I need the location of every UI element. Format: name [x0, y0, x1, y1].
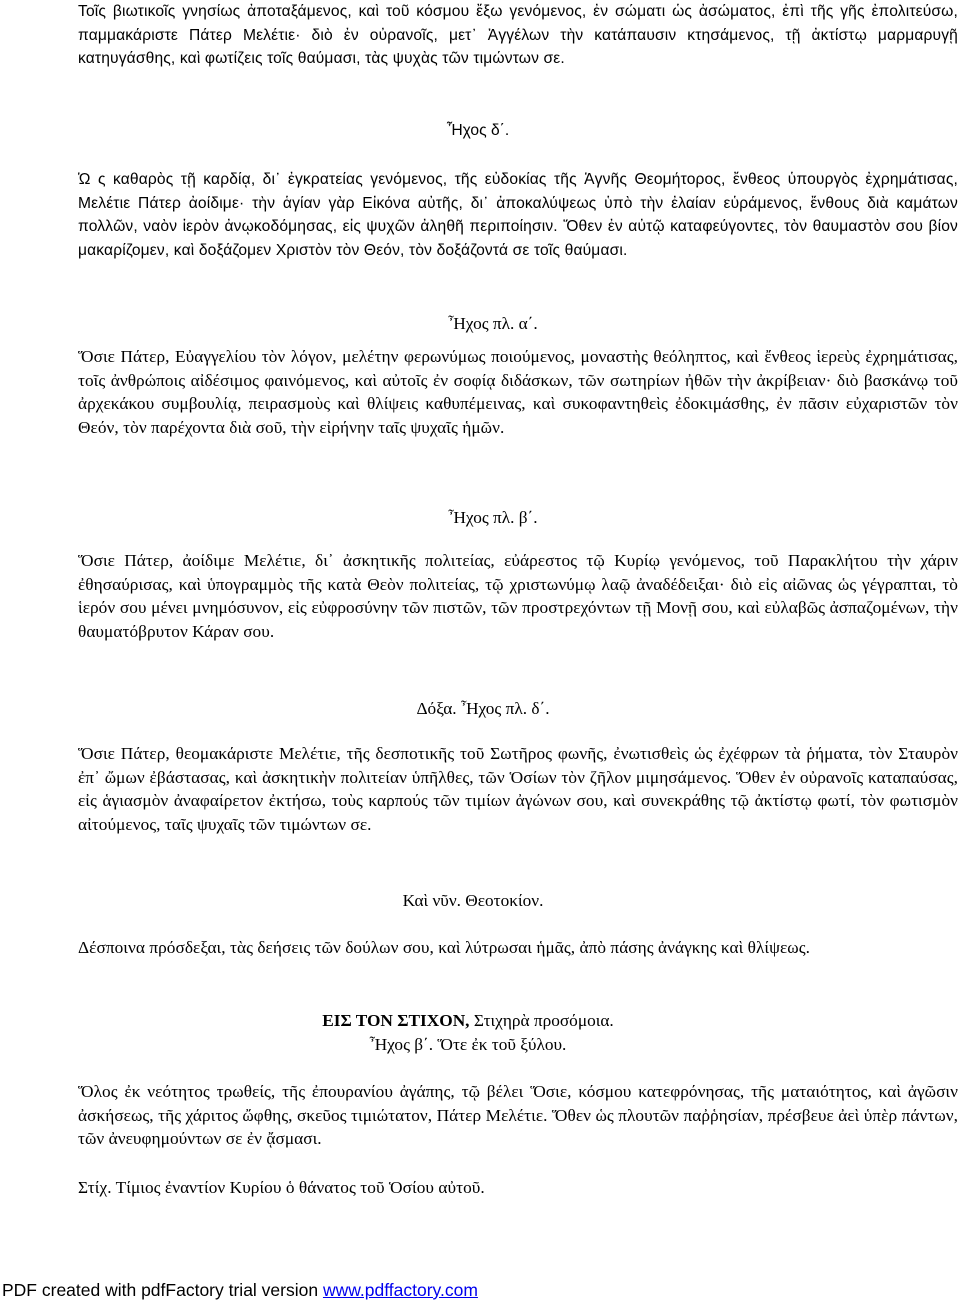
pdf-watermark-footer	[2, 1278, 478, 1302]
paragraph-apolytikion: Τοῖς βιωτικοῖς γνησίως ἀποταξάμενος, καὶ τοῦ κόσμου ἔξω γενόμενος, ἐν σώματι ὡς ἀσώματος, ἐπὶ τῆς γῆς ἐπολιτεύσω, παμμακάριστε Πάτερ Μελέτιε· διὸ ἐν οὐρανοῖς, μετ᾽ Ἀγγέλων τὴν κατάπαυσιν κτησάμενος, τῇ ἀκτίστῳ μαρμαρυγῇ κατηυγάσθης, καὶ φωτίζεις τοῖς θαύμασι, τὰς ψυχὰς τῶν τιμώντων σε.	[78, 3, 958, 68]
heading-echos-pl-a: Ἦχος πλ. α΄.	[448, 314, 538, 333]
footer-text: PDF created with pdfFactory trial version	[2, 1280, 323, 1300]
paragraph-stichiron: Ὅλος ἐκ νεότητος τρωθείς, τῆς ἐπουρανίου ἀγάπης, τῷ βέλει Ὅσιε, κόσμου κατεφρόνησας, τῆς ματαιότητος, καὶ ἀγῶσιν ἀσκήσεως, τῆς χάριτος ὤφθης, σκεῦος τιμιώτατον, Πάτερ Μελέτιε. Ὅθεν ὡς πλουτῶν παῤῥησίαν, πρέσβευε ἀεὶ ὑπὲρ πάντων, τῶν ἀνευφημούντων σε ἐν ᾄσμασι.	[78, 1082, 958, 1148]
heading-echos-pl-b: Ἦχος πλ. β΄.	[448, 508, 538, 527]
paragraph-stichos: Στίχ. Τίμιος ἐναντίον Κυρίου ὁ θάνατος τοῦ Ὁσίου αὐτοῦ.	[78, 1178, 485, 1197]
heading-echos-d: Ἦχος δ΄.	[446, 122, 510, 139]
heading-eis-ton-stichon-rest: Στιχηρὰ προσόμοια.	[469, 1011, 614, 1030]
paragraph-theotokion: Δέσποινα πρόσδεξαι, τὰς δεήσεις τῶν δούλων σου, καὶ λύτρωσαι ἡμᾶς, ἀπὸ πάσης ἀνάγκης καὶ θλίψεως.	[78, 938, 810, 957]
heading-echos-b-prosomoion: Ἦχος β΄. Ὅτε ἐκ τοῦ ξύλου.	[369, 1035, 567, 1054]
footer-link[interactable]: www.pdffactory.com	[322, 1280, 478, 1300]
heading-eis-ton-stichon	[78, 1009, 858, 1033]
heading-eis-ton-stichon-bold: ΕΙΣ ΤΟΝ ΣΤΙΧΟΝ,	[322, 1011, 470, 1030]
paragraph-echos-pl-a: Ὅσιε Πάτερ, Εὐαγγελίου τὸν λόγον, μελέτην φερωνύμως ποιούμενος, μοναστὴς θεόληπτος, καὶ ἔνθεος ἱερεὺς ἐχρημάτισας, τοῖς ἀνθρώποις αἰδέσιμος φαινόμενος, καὶ αὐτοῖς ἐν σοφίᾳ διδάσκων, τῶν σωτηρίων ἠθῶν τὴν ἀκρίβειαν· διὸ βασκάνῳ τοῦ ἀρχεκάκου συμβουλίᾳ, πειρασμοὺς καὶ θλίψεις καθυπέμεινας, καὶ συκοφαντηθεὶς ἐδοκιμάσθης, ἐν πᾶσιν εὐχαριστῶν τὸν Θεόν, τὸν παρέχοντα διὰ σοῦ, τὴν εἰρήνην ταῖς ψυχαῖς ἡμῶν.	[78, 347, 958, 437]
paragraph-echos-pl-b: Ὅσιε Πάτερ, ἀοίδιμε Μελέτιε, δι᾽ ἀσκητικῆς πολιτείας, εὐάρεστος τῷ Κυρίῳ γενόμενος, τοῦ Παρακλήτου τὴν χάριν ἐθησαύρισας, καὶ ὑπογραμμὸς τῆς κατὰ Θεὸν πολιτείας, τῷ χριστωνύμῳ λαῷ ἀναδέδειξαι· διὸ εἰς αἰῶνας ὡς γέγραπται, τὸ ἱερόν σου μένει μνημόσυνον, εἰς εὐφροσύνην τῶν πιστῶν, τῶν προστρεχόντων τῇ Μονῇ σου, καὶ εὐλαβῶς ἀσπαζομένων, τὴν θαυματόβρυτον Κάραν σου.	[78, 551, 958, 641]
heading-doxa: Δόξα. Ἦχος πλ. δ΄.	[416, 699, 550, 718]
heading-theotokion: Καὶ νῦν. Θεοτοκίον.	[402, 891, 544, 910]
paragraph-echos-d: Ὡ ς καθαρὸς τῇ καρδίᾳ, δι᾽ ἐγκρατείας γενόμενος, τῆς εὐδοκίας τῆς Ἁγνῆς Θεομήτορος, ἔνθεος ὑπουργὸς ἐχρημάτισας, Μελέτιε Πάτερ ἀοίδιμε· τὴν ἁγίαν γὰρ Εἰκόνα αὐτῆς, δι᾽ ἀποκαλύψεως ὑπὸ τὴν ἐλαίαν εὑράμενος, ἔνθους διὰ καμάτων πολλῶν, ναὸν ἱερὸν ἀνῳκοδόμησας, εἰς ψυχῶν ἀληθῆ περιποίησιν. Ὅθεν ἐν αὐτῷ καταφεύγοντες, τὸν θαυμαστὸν σου βίον μακαρίζομεν, καὶ δοξάζομεν Χριστὸν τὸν Θεόν, τὸν δοξάζοντά σε τοῖς θαύμασι.	[78, 171, 958, 259]
paragraph-doxa: Ὅσιε Πάτερ, θεομακάριστε Μελέτιε, τῆς δεσποτικῆς τοῦ Σωτῆρος φωνῆς, ἐνωτισθεὶς ὡς ἐχέφρων τὰ ῥήματα, τὸν Σταυρὸν ἐπ᾽ ὤμων ἐβάστασας, καὶ ἀσκητικὴν πολιτείαν ὑπῆλθες, τῶν Ὁσίων τὸν ζῆλον μιμησάμενος. Ὅθεν ἐν οὐρανοῖς καταπαύσας, εἰς ἁγιασμὸν ἀναφαίρετον ἐκτήσω, τοὺς καρπούς τῶν τιμίων ἀγώνων σου, καὶ συνεκράθης τῷ ἀκτίστῳ φωτί, τὸν φωτισμὸν αἰτούμενος, ταῖς ψυχαῖς τῶν τιμώντων σε.	[78, 744, 958, 834]
